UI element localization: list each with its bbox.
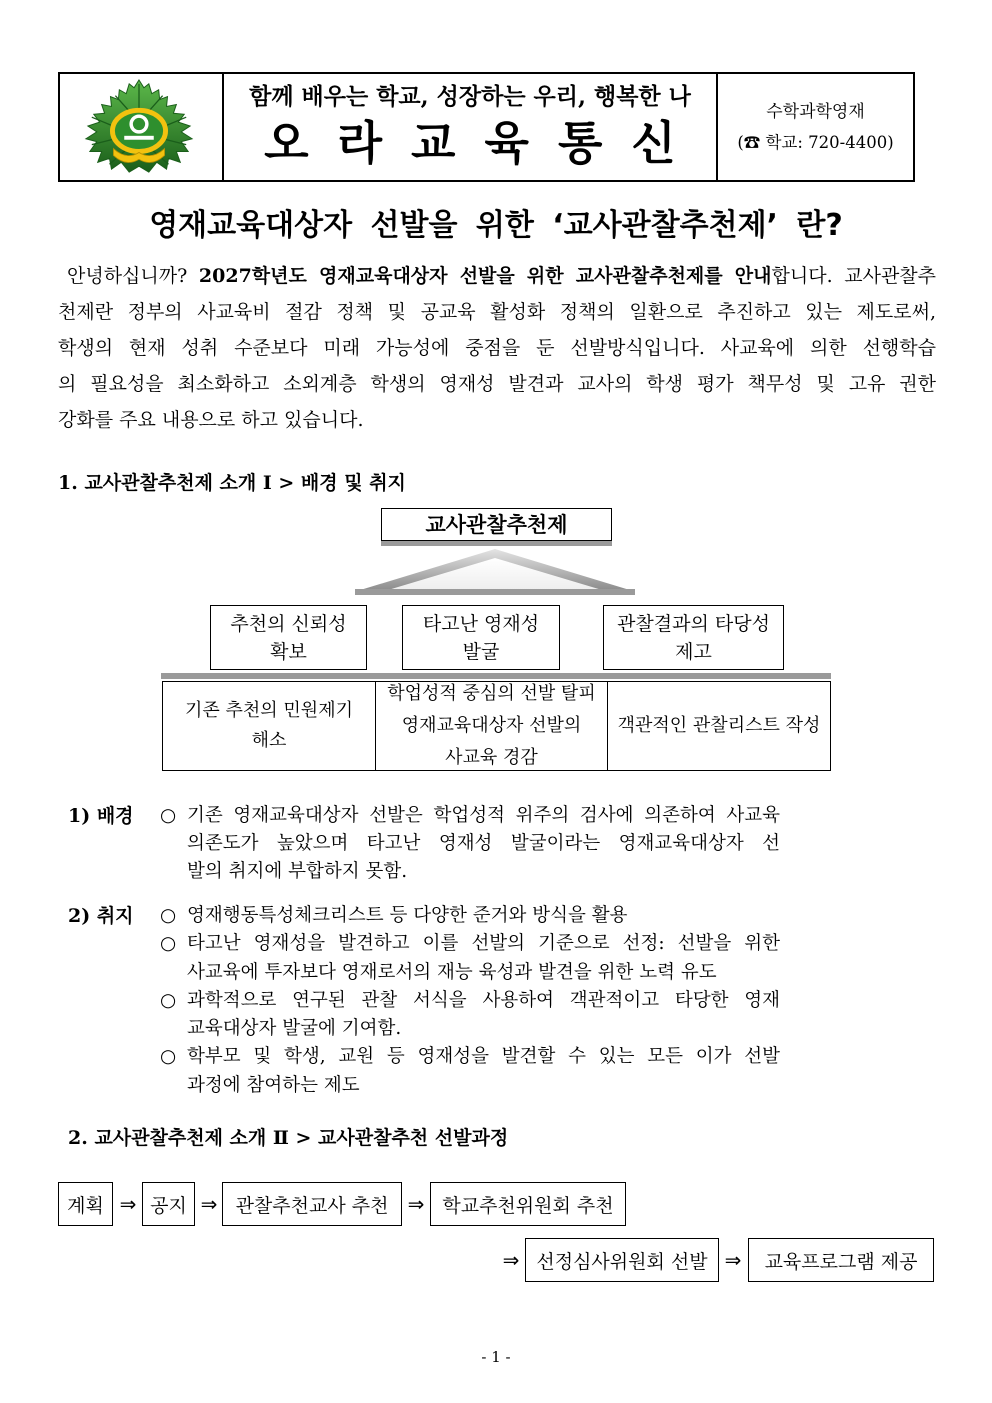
intro-line: 의 필요성을 최소화하고 소외계층 학생의 영재성 발견과 교사의 학생 평가 책무성 및 고유 권한 xyxy=(58,373,936,395)
process-step-education-program: 교육프로그램 제공 xyxy=(748,1238,934,1282)
bullet-circle-icon: ○ xyxy=(160,933,177,955)
background-label: 1) 배경 xyxy=(68,805,134,827)
effect-text: 사교육 경감 xyxy=(445,747,538,768)
school-slogan: 함께 배우는 학교, 성장하는 우리, 행복한 나 xyxy=(249,83,691,110)
goal-text: 추천의 신뢰성 xyxy=(230,612,347,635)
list-item-line: 과정에 참여하는 제도 xyxy=(187,1074,360,1096)
double-arrow-right-icon: ⇒ xyxy=(502,1248,520,1272)
section2-heading: 2. 교사관찰추천제 소개 Ⅱ > 교사관찰추천 선발과정 xyxy=(68,1127,509,1149)
intro-line xyxy=(58,258,936,294)
list-item-line: 의존도가 높았으며 타고난 영재성 발굴이라는 영재교육대상자 선 xyxy=(187,833,780,854)
process-step-notice: 공지 xyxy=(142,1182,195,1226)
list-item-line: 발의 취지에 부합하지 못함. xyxy=(187,861,408,882)
intro-lead: 안녕하십니까? xyxy=(67,265,199,287)
list-item-line: 과학적으로 연구된 관찰 서식을 사용하여 객관적이고 타당한 영재 xyxy=(187,989,780,1011)
effects-cell xyxy=(608,682,830,770)
list-item xyxy=(160,987,780,1044)
goal-text: 제고 xyxy=(675,640,712,663)
effects-cell xyxy=(376,682,608,770)
process-step-school-committee: 학교추천위원회 추천 xyxy=(430,1182,626,1226)
intro-tail: 합니다. 교사관찰추 xyxy=(771,265,936,287)
intro-line: 천제란 정부의 사교육비 절감 정책 및 공교육 활성화 정책의 일환으로 추진하고 있는 제도로써, xyxy=(58,301,936,323)
newsletter-title: 오 라 교 육 통 신 xyxy=(264,116,676,170)
process-step-selection-committee: 선정심사위원회 선발 xyxy=(525,1238,719,1282)
goal-box-reliability xyxy=(210,605,367,670)
section1-heading: 1. 교사관찰추천제 소개 Ⅰ > 배경 및 취지 xyxy=(58,472,406,494)
diagram-top-box: 교사관찰추천제 xyxy=(381,508,612,541)
double-arrow-right-icon: ⇒ xyxy=(407,1192,425,1216)
list-item xyxy=(160,930,780,987)
page-number: - 1 - xyxy=(481,1348,511,1366)
list-item xyxy=(160,902,780,930)
masthead-logo-cell xyxy=(60,74,222,180)
list-item-line: 학부모 및 학생, 교원 등 영재성을 발견할 수 있는 모든 이가 선발 xyxy=(187,1046,780,1068)
diagram-arrow-shape xyxy=(350,545,642,601)
page-title: 영재교육대상자 선발을 위한 ‘교사관찰추천제’ 란? xyxy=(149,208,843,243)
list-item-line: 사교육에 투자보다 영재로서의 재능 육성과 발견을 위한 노력 유도 xyxy=(187,961,717,983)
masthead-title-cell xyxy=(222,74,718,180)
goal-text: 확보 xyxy=(270,640,307,663)
list-item-line: 기존 영재교육대상자 선발은 학업성적 위주의 검사에 의존하여 사교육 xyxy=(187,805,780,826)
double-arrow-right-icon: ⇒ xyxy=(119,1192,137,1216)
list-item-line: 타고난 영재성을 발견하고 이를 선발의 기준으로 선정: 선발을 위한 xyxy=(187,933,780,955)
effects-table xyxy=(162,681,831,771)
effects-cell xyxy=(163,682,376,770)
masthead xyxy=(58,72,915,182)
double-arrow-right-icon: ⇒ xyxy=(200,1192,218,1216)
department-label: 수학과학영재 xyxy=(766,102,865,122)
list-item xyxy=(160,802,780,886)
effect-text: 학업성적 중심의 선발 탈피 xyxy=(387,683,596,704)
goal-text: 타고난 영재성 xyxy=(422,612,540,635)
intro-emphasis: 2027학년도 영재교육대상자 선발을 위한 교사관찰추천제를 안내 xyxy=(198,265,772,287)
school-phone: (☎ 학교: 720-4400) xyxy=(737,133,894,152)
goal-text: 발굴 xyxy=(462,640,500,663)
list-item-line: 영재행동특성체크리스트 등 다양한 준거와 방식을 활용 xyxy=(187,905,628,926)
intro-line: 강화를 주요 내용으로 하고 있습니다. xyxy=(58,409,364,431)
goal-box-validity xyxy=(603,605,784,670)
intro-line: 학생의 현재 성취 수준보다 미래 가능성에 중점을 둔 선발방식입니다. 사교육에 의한 선행학습 xyxy=(58,337,936,359)
list-item xyxy=(160,1043,780,1100)
bullet-circle-icon: ○ xyxy=(160,905,177,926)
list-item-line: 교육대상자 발굴에 기여함. xyxy=(187,1018,402,1040)
process-step-teacher-recommendation: 관찰추천교사 추천 xyxy=(222,1182,402,1226)
bullet-circle-icon: ○ xyxy=(160,1046,177,1068)
masthead-contact-cell xyxy=(718,74,913,180)
goal-text: 관찰결과의 타당성 xyxy=(617,612,770,635)
background-list xyxy=(160,802,780,886)
goal-box-talent-discovery xyxy=(402,605,560,670)
purpose-list xyxy=(160,902,780,1100)
effect-text: 해소 xyxy=(251,730,287,751)
intro-paragraph xyxy=(58,258,936,438)
process-step-plan: 계획 xyxy=(58,1182,113,1226)
double-arrow-right-icon: ⇒ xyxy=(724,1248,742,1272)
school-emblem-icon xyxy=(80,78,198,176)
effect-text: 객관적인 관찰리스트 작성 xyxy=(617,715,821,736)
bullet-circle-icon: ○ xyxy=(160,805,177,826)
purpose-label: 2) 취지 xyxy=(68,905,134,927)
bullet-circle-icon: ○ xyxy=(160,989,177,1011)
effect-text: 영재교육대상자 선발의 xyxy=(401,715,582,736)
effect-text: 기존 추천의 민원제기 xyxy=(185,700,353,721)
